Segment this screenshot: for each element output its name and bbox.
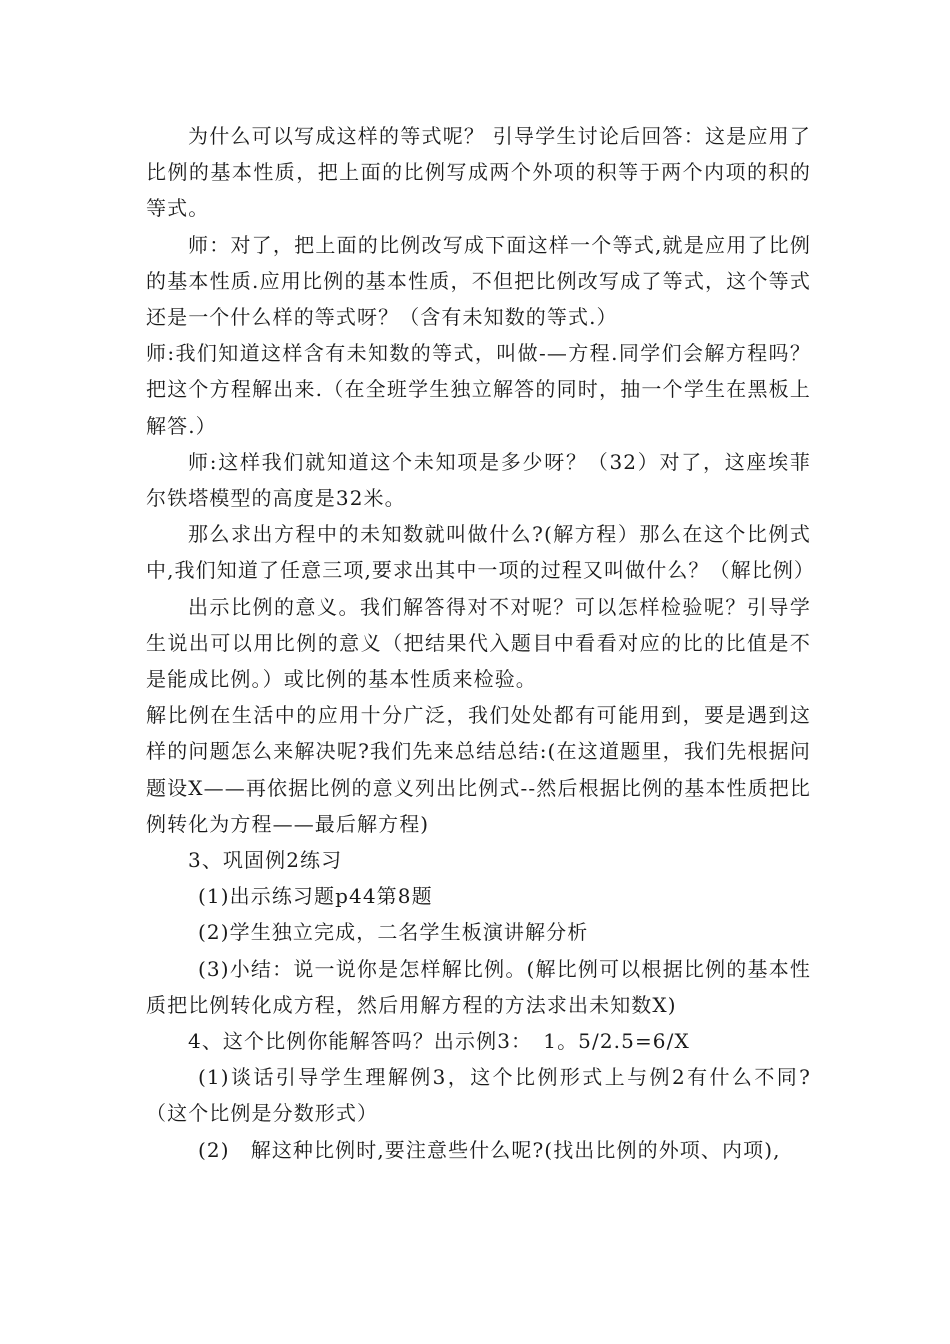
list-item-summary: (3)小结：说一说你是怎样解比例。(解比例可以根据比例的基本性质把比例转化成方程，然后用解方程的方法求出未知数X) (146, 956, 811, 1017)
paragraph-check-meaning: 出示比例的意义。我们解答得对不对呢？可以怎样检验呢？引导学生说出可以用比例的意义（把结果代入题目中看看对应的比的比值是不是能成比例。）或比例的基本性质来检验。 (146, 594, 811, 692)
document-body (146, 118, 816, 1168)
paragraph-teacher-basic-property: 师：对了，把上面的比例改写成下面这样一个等式,就是应用了比例的基本性质.应用比例的基本性质，不但把比例改写成了等式，这个等式还是一个什么样的等式呀？（含有未知数的等式.） (146, 232, 811, 330)
paragraph-summary: 解比例在生活中的应用十分广泛，我们处处都有可能用到，要是遇到这样的问题怎么来解决呢?我们先来总结总结:(在这道题里，我们先根据问题设X——再依据比例的意义列出比例式--然后根据比例的基本性质把比例转化为方程——最后解方程) (146, 703, 811, 836)
heading-example-3: 4、这个比例你能解答吗？出示例3： 1。5/2.5=6/X (188, 1029, 690, 1054)
list-item-independent: (2)学生独立完成，二名学生板演讲解分析 (198, 920, 589, 945)
list-item-example-3-talk: (1)谈话引导学生理解例3，这个比例形式上与例2有什么不同?（这个比例是分数形式） (146, 1065, 811, 1126)
paragraph-teacher-equation: 师:我们知道这样含有未知数的等式，叫做-—方程.同学们会解方程吗？把这个方程解出来.（在全班学生独立解答的同时，抽一个学生在黑板上解答.） (146, 341, 811, 438)
heading-consolidate-example-2: 3、巩固例2练习 (188, 848, 343, 873)
list-item-exercise: (1)出示练习题p44第8题 (198, 884, 433, 909)
paragraph-solve-proportion: 那么求出方程中的未知数就叫做什么?(解方程）那么在这个比例式中,我们知道了任意三项,要求出其中一项的过程又叫做什么？（解比例） (146, 522, 816, 583)
paragraph-why-equation: 为什么可以写成这样的等式呢？ 引导学生讨论后回答：这是应用了比例的基本性质，把上面的比例写成两个外项的积等于两个内项的积的等式。 (146, 124, 811, 221)
list-item-example-3-note: (2) 解这种比例时,要注意些什么呢?(找出比例的外项、内项), (198, 1137, 781, 1162)
paragraph-teacher-unknown: 师:这样我们就知道这个未知项是多少呀？（32）对了，这座埃菲尔铁塔模型的高度是32米。 (146, 449, 811, 511)
